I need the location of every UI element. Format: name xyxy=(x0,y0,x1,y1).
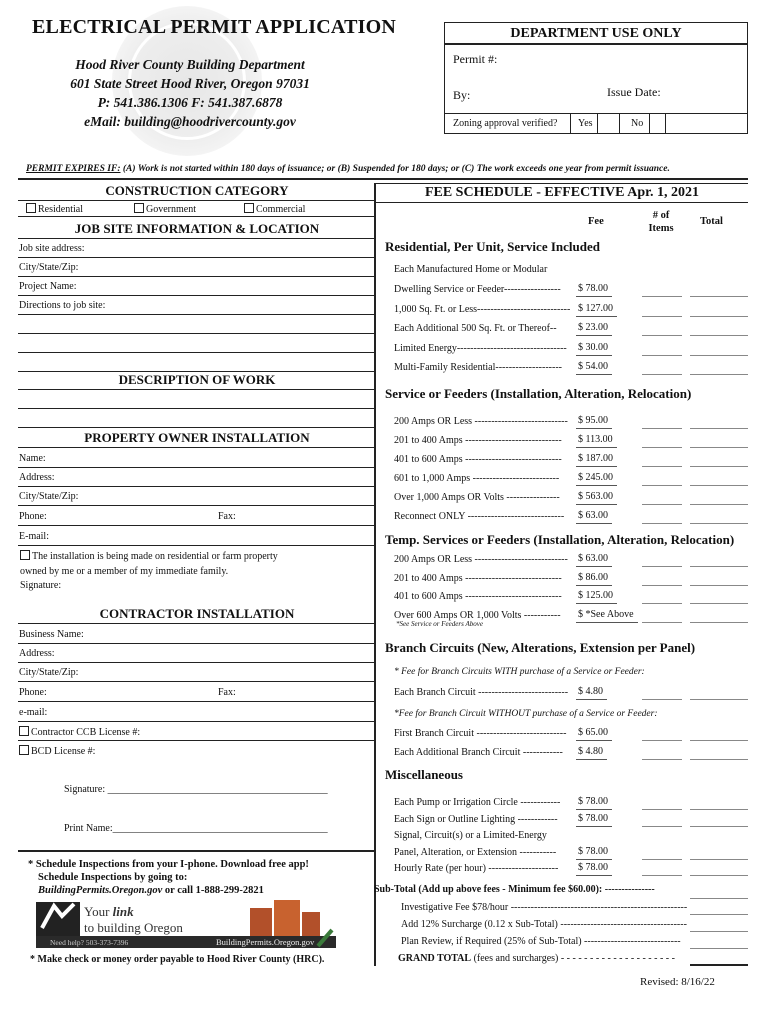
misc-fee-label: Signal, Circuit(s) or a Limited-Energy xyxy=(394,830,547,841)
residential-fee-total-field[interactable] xyxy=(690,355,748,356)
owner-phone-field[interactable] xyxy=(18,507,376,526)
surcharge-field[interactable] xyxy=(690,931,748,932)
service-fee-label: 201 to 400 Amps ----------------------------- xyxy=(394,435,562,446)
schedule-phone: or call 1-888-299-2821 xyxy=(162,885,264,896)
service-fee-price: $ 63.00 xyxy=(578,510,608,521)
misc-fee-price: $ 78.00 xyxy=(578,845,608,857)
total-column-header: Total xyxy=(700,216,723,227)
residential-fee-total-field[interactable] xyxy=(690,335,748,336)
dept-email: eMail: building@hoodrivercounty.gov xyxy=(84,114,296,129)
branch-circuits-heading: Branch Circuits (New, Alterations, Extension per Panel) xyxy=(385,640,696,655)
residential-fee-items-field[interactable] xyxy=(642,374,682,375)
residential-option[interactable]: Residential xyxy=(26,203,83,215)
owner-phone-label: Phone: xyxy=(19,511,47,522)
branch-with-label: Each Branch Circuit --------------------------- xyxy=(394,687,569,698)
revised-date: Revised: 8/16/22 xyxy=(640,976,715,988)
zoning-label: Zoning approval verified? xyxy=(453,118,558,129)
branch-without-label: Each Additional Branch Circuit ------------ xyxy=(394,747,563,758)
residential-fee-items-field[interactable] xyxy=(642,335,682,336)
job-site-address-field[interactable]: Job site address: xyxy=(18,239,376,258)
residential-fee-total-field[interactable] xyxy=(690,296,748,297)
residential-fee-items-field[interactable] xyxy=(642,355,682,356)
schedule-line-1: * Schedule Inspections from your I-phone. Download free app! xyxy=(28,859,309,870)
service-fee-price: $ 187.00 xyxy=(578,453,613,464)
service-fee-total-field[interactable] xyxy=(690,523,748,524)
residential-fee-items-field[interactable] xyxy=(642,316,682,317)
temp-fee-items-field[interactable] xyxy=(642,585,682,586)
branch-with-total-field[interactable] xyxy=(690,699,748,700)
temp-fee-price: $ 86.00 xyxy=(578,571,608,583)
plan-review-field[interactable] xyxy=(690,948,748,949)
contractor-phone-label: Phone: xyxy=(19,687,47,698)
temp-fee-label: 201 to 400 Amps ----------------------------- xyxy=(394,572,562,584)
directions-line-4[interactable] xyxy=(18,353,376,372)
service-fee-items-field[interactable] xyxy=(642,428,682,429)
directions-field[interactable]: Directions to job site: xyxy=(18,296,376,315)
branch-without-price: $ 4.80 xyxy=(578,746,603,757)
payment-note: * Make check or money order payable to Hood River County (HRC). xyxy=(30,954,325,965)
branch-without-total-field[interactable] xyxy=(690,740,748,741)
residential-fee-label: Dwelling Service or Feeder----------------- xyxy=(394,284,561,295)
branch-note-without: *Fee for Branch Circuit WITHOUT purchase of a Service or Feeder: xyxy=(394,709,658,719)
directions-line-2[interactable] xyxy=(18,315,376,334)
job-site-heading: JOB SITE INFORMATION & LOCATION xyxy=(18,221,376,239)
description-line-1[interactable] xyxy=(18,390,376,409)
banner-help-phone: Need help? 503-373-7396 xyxy=(50,938,129,947)
misc-fee-total-field[interactable] xyxy=(690,859,748,860)
branch-note-with: * Fee for Branch Circuits WITH purchase of a Service or Feeder: xyxy=(394,667,645,677)
contractor-address-field[interactable]: Address: xyxy=(18,644,376,663)
misc-fee-total-field[interactable] xyxy=(690,809,748,810)
residential-fee-label: Limited Energy--------------------------------- xyxy=(394,342,567,354)
misc-fee-items-field[interactable] xyxy=(642,809,682,810)
banner-building: to building Oregon xyxy=(84,920,183,935)
owner-address-field[interactable]: Address: xyxy=(18,468,376,487)
page-title: ELECTRICAL PERMIT APPLICATION xyxy=(32,16,397,38)
owner-signature-label: Signature: xyxy=(20,580,62,591)
service-fee-total-field[interactable] xyxy=(690,504,748,505)
contractor-city-field[interactable]: City/State/Zip: xyxy=(18,663,376,682)
bcd-license-field[interactable]: BCD License #: xyxy=(18,741,376,760)
branch-without-items-field[interactable] xyxy=(642,740,682,741)
zoning-no-box[interactable] xyxy=(665,114,666,133)
temp-fee-total-field[interactable] xyxy=(690,566,748,567)
branch-with-items-field[interactable] xyxy=(642,699,682,700)
ccb-license-field[interactable]: Contractor CCB License #: xyxy=(18,722,376,741)
service-fee-items-field[interactable] xyxy=(642,447,682,448)
misc-fee-total-field[interactable] xyxy=(690,875,748,876)
banner-url: BuildingPermits.Oregon.gov xyxy=(216,937,315,947)
investigative-field[interactable] xyxy=(690,914,748,915)
service-fee-total-field[interactable] xyxy=(690,447,748,448)
temp-fee-total-field[interactable] xyxy=(690,622,748,623)
service-fee-price: $ 113.00 xyxy=(578,434,613,445)
permit-expiry-notice xyxy=(26,164,670,174)
misc-fee-items-field[interactable] xyxy=(642,875,682,876)
misc-fee-total-field[interactable] xyxy=(690,826,748,827)
description-heading: DESCRIPTION OF WORK xyxy=(18,372,376,390)
investigative-fee-label: Investigative Fee $78/hour ----------------------------------------------------- xyxy=(401,902,688,913)
residential-fee-total-field[interactable] xyxy=(690,374,748,375)
zoning-no-label: No xyxy=(631,118,644,129)
construction-options xyxy=(18,201,376,217)
project-name-field[interactable]: Project Name: xyxy=(18,277,376,296)
contractor-installation-heading: CONTRACTOR INSTALLATION xyxy=(18,606,376,624)
owner-installation-heading: PROPERTY OWNER INSTALLATION xyxy=(18,430,376,448)
service-fee-items-field[interactable] xyxy=(642,466,682,467)
permit-number-label: Permit #: xyxy=(453,52,498,66)
expiry-label: PERMIT EXPIRES IF: xyxy=(26,164,121,174)
residential-fee-label: 1,000 Sq. Ft. or Less---------------------------- xyxy=(394,303,571,315)
misc-fee-label: Each Pump or Irrigation Circle ------------ xyxy=(394,797,561,808)
misc-fee-price: $ 78.00 xyxy=(578,862,608,873)
schedule-line-2: Schedule Inspections by going to: xyxy=(38,872,188,883)
fee-column-header: Fee xyxy=(588,216,604,227)
by-label: By: xyxy=(453,88,471,102)
schedule-url[interactable]: BuildingPermits.Oregon.gov xyxy=(38,885,163,896)
building-oregon-banner xyxy=(36,898,336,950)
residential-fee-price: $ 127.00 xyxy=(578,302,613,314)
issue-date-label: Issue Date: xyxy=(607,85,661,99)
banner-your: Your link xyxy=(84,904,134,919)
misc-fee-items-field[interactable] xyxy=(642,859,682,860)
residential-fee-price: $ 78.00 xyxy=(578,283,608,294)
temp-fee-total-field[interactable] xyxy=(690,585,748,586)
dept-name: Hood River County Building Department xyxy=(75,57,305,72)
contractor-print-name-line[interactable]: Print Name:___________________________________________ xyxy=(64,823,328,834)
residential-heading: Residential, Per Unit, Service Included xyxy=(385,239,600,254)
business-name-field[interactable]: Business Name: xyxy=(18,625,376,644)
service-fee-label: Over 1,000 Amps OR Volts ---------------- xyxy=(394,492,560,503)
misc-fee-items-field[interactable] xyxy=(642,826,682,827)
miscellaneous-heading: Miscellaneous xyxy=(385,767,463,782)
residential-fee-price: $ 23.00 xyxy=(578,322,608,333)
zoning-row xyxy=(445,113,747,133)
government-option[interactable]: Government xyxy=(134,203,196,215)
temp-fee-items-field[interactable] xyxy=(642,603,682,604)
service-fee-label: Reconnect ONLY ----------------------------- xyxy=(394,511,565,522)
service-feeders-heading: Service or Feeders (Installation, Alteration, Relocation) xyxy=(385,386,692,401)
fee-schedule-heading: FEE SCHEDULE - EFFECTIVE Apr. 1, 2021 xyxy=(376,183,748,203)
residential-fee-items-field[interactable] xyxy=(642,296,682,297)
temp-note: *See Service or Feeders Above xyxy=(396,620,483,628)
department-use-heading: DEPARTMENT USE ONLY xyxy=(510,26,682,41)
branch-with-price: $ 4.80 xyxy=(578,686,603,697)
items-column-header: # of Items xyxy=(648,210,674,234)
misc-fee-price: $ 78.00 xyxy=(578,796,608,807)
service-fee-label: 601 to 1,000 Amps -------------------------- xyxy=(394,473,560,484)
misc-fee-label: Panel, Alteration, or Extension ----------- xyxy=(394,846,557,858)
subtotal-label: Sub-Total (Add up above fees - Minimum fee $60.00): --------------- xyxy=(374,884,655,895)
expiry-text: (A) Work is not started within 180 days of issuance; or (B) Suspended for 180 days; or (C) The work exceeds one year from permit issuance. xyxy=(120,164,670,174)
temp-fee-price: $ 63.00 xyxy=(578,553,608,564)
dept-address: 601 State Street Hood River, Oregon 97031 xyxy=(70,76,310,91)
branch-without-items-field[interactable] xyxy=(642,759,682,760)
contractor-fax-label: Fax: xyxy=(218,687,236,698)
residential-fee-label: Each Additional 500 Sq. Ft. or Thereof-- xyxy=(394,323,557,334)
description-line-2[interactable] xyxy=(18,409,376,428)
zoning-yes-box[interactable] xyxy=(619,114,620,133)
temp-fee-items-field[interactable] xyxy=(642,622,682,623)
branch-without-total-field[interactable] xyxy=(690,759,748,760)
branch-without-label: First Branch Circuit --------------------------- xyxy=(394,728,567,739)
department-use-box xyxy=(444,22,748,134)
contractor-email-field[interactable]: e-mail: xyxy=(18,703,376,722)
misc-fee-label: Each Sign or Outline Lighting ------------ xyxy=(394,813,558,825)
plan-review-label: Plan Review, if Required (25% of Sub-Total) ----------------------------- xyxy=(401,936,681,947)
zoning-yes-label: Yes xyxy=(578,118,593,129)
service-fee-price: $ 95.00 xyxy=(578,415,608,426)
temp-fee-label: 200 Amps OR Less ---------------------------- xyxy=(394,554,568,565)
residential-fee-label: Multi-Family Residential-------------------- xyxy=(394,362,562,373)
residential-fee-total-field[interactable] xyxy=(690,316,748,317)
owner-statement-checkbox[interactable] xyxy=(20,550,30,560)
residential-fee-price: $ 30.00 xyxy=(578,341,608,353)
owner-email-field[interactable]: E-mail: xyxy=(18,527,376,546)
temp-fee-total-field[interactable] xyxy=(690,603,748,604)
owner-name-field[interactable]: Name: xyxy=(18,449,376,468)
contractor-signature-line[interactable]: Signature: ____________________________________________ xyxy=(64,784,328,795)
owner-statement-1: The installation is being made on residential or farm property xyxy=(20,550,278,562)
residential-intro: Each Manufactured Home or Modular xyxy=(394,264,548,275)
service-fee-items-field[interactable] xyxy=(642,504,682,505)
service-fee-total-field[interactable] xyxy=(690,428,748,429)
directions-line-3[interactable] xyxy=(18,334,376,353)
service-fee-price: $ 563.00 xyxy=(578,491,613,502)
service-fee-label: 401 to 600 Amps ----------------------------- xyxy=(394,454,562,465)
misc-fee-price: $ 78.00 xyxy=(578,812,608,824)
dept-phone: P: 541.386.1306 F: 541.387.6878 xyxy=(97,95,283,110)
surcharge-label: Add 12% Surcharge (0.12 x Sub-Total) -------------------------------------- xyxy=(401,919,687,930)
temp-fee-label: Over 600 Amps OR 1,000 Volts ----------- xyxy=(394,609,561,621)
department-info xyxy=(40,55,340,131)
owner-statement-2: owned by me or a member of my immediate family. xyxy=(20,566,229,577)
misc-fee-label: Hourly Rate (per hour) --------------------- xyxy=(394,863,559,874)
residential-fee-price: $ 54.00 xyxy=(578,361,608,372)
owner-fax-label: Fax: xyxy=(218,511,236,522)
branch-without-price: $ 65.00 xyxy=(578,727,608,738)
construction-category-heading: CONSTRUCTION CATEGORY xyxy=(18,183,376,201)
grand-total-field[interactable] xyxy=(690,964,748,966)
contractor-phone-field[interactable] xyxy=(18,683,376,702)
job-site-city-field[interactable]: City/State/Zip: xyxy=(18,258,376,277)
temp-fee-price: $ 125.00 xyxy=(578,590,613,601)
schedule-inspections-note xyxy=(28,858,358,897)
subtotal-field[interactable] xyxy=(690,898,748,899)
temp-fee-items-field[interactable] xyxy=(642,566,682,567)
temp-fee-price: $ *See Above xyxy=(578,608,634,620)
temp-fee-label: 401 to 600 Amps ----------------------------- xyxy=(394,591,562,602)
service-fee-items-field[interactable] xyxy=(642,523,682,524)
temp-services-heading: Temp. Services or Feeders (Installation, Alteration, Relocation) xyxy=(385,532,735,547)
grand-total-label: GRAND TOTAL (fees and surcharges) - - - - - - - - - - - - - - - - - - - - xyxy=(398,953,675,964)
service-fee-total-field[interactable] xyxy=(690,485,748,486)
commercial-option[interactable]: Commercial xyxy=(244,203,305,215)
service-fee-total-field[interactable] xyxy=(690,466,748,467)
service-fee-label: 200 Amps OR Less ---------------------------- xyxy=(394,416,568,427)
service-fee-items-field[interactable] xyxy=(642,485,682,486)
bcd-checkbox[interactable] xyxy=(19,745,29,755)
service-fee-price: $ 245.00 xyxy=(578,472,613,483)
owner-city-field[interactable]: City/State/Zip: xyxy=(18,487,376,506)
ccb-checkbox[interactable] xyxy=(19,726,29,736)
